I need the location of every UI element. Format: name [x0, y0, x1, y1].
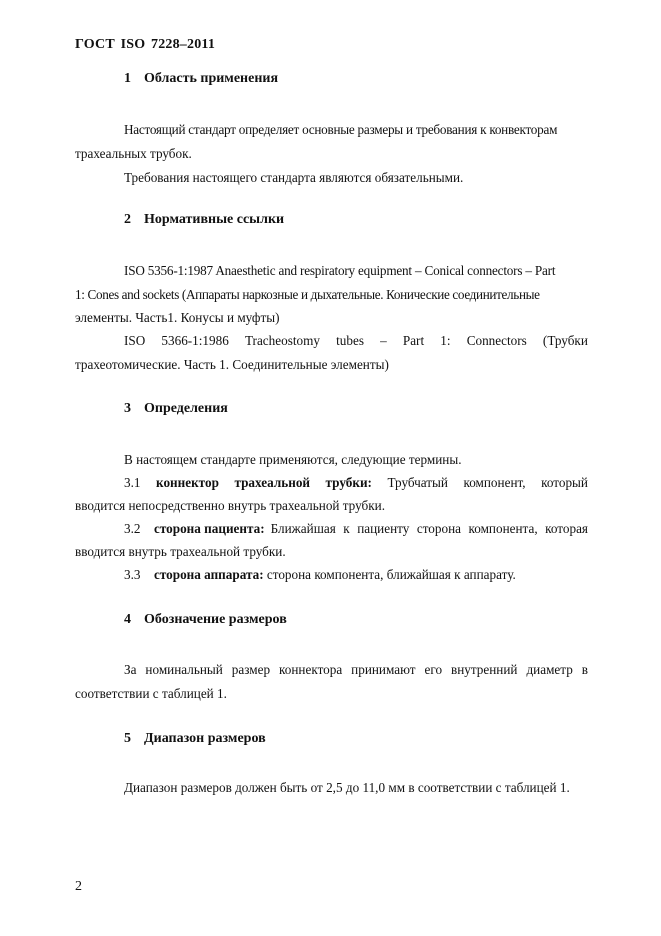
definition-number: 3.2	[124, 521, 141, 536]
definition-text: Ближайшая к пациенту сторона компонента, которая	[270, 521, 588, 536]
section-title: Диапазон размеров	[144, 731, 266, 746]
section-number: 2	[124, 212, 131, 227]
reference-word: –	[380, 333, 387, 348]
paragraph-text: Настоящий стандарт определяет основные размеры и требования к конвекторам	[124, 122, 558, 137]
definition-3-1-line-2: вводится непосредственно внутрь трахеальной трубки.	[75, 498, 385, 513]
term: сторона пациента:	[154, 521, 265, 536]
section-4-heading	[124, 612, 287, 628]
section-1-paragraph-1-line-1	[124, 122, 588, 138]
reference-word: Part	[402, 333, 425, 348]
reference-1-line-1: ISO 5356-1:1987 Anaesthetic and respiratory equipment – Conical connectors – Part	[124, 263, 556, 278]
section-number: 4	[124, 612, 131, 627]
section-5-text: Диапазон размеров должен быть от 2,5 до 11,0 мм в соответствии с таблицей 1.	[124, 780, 570, 795]
page-number: 2	[75, 879, 82, 894]
term-word: коннектор	[156, 475, 219, 490]
term: сторона аппарата:	[154, 567, 264, 582]
definition-text: сторона компонента, ближайшая к аппарату.	[266, 567, 516, 582]
section-5-heading	[124, 731, 266, 747]
section-1-paragraph-2: Требования настоящего стандарта являются обязательными.	[124, 170, 464, 185]
definition-word: Трубчатый	[387, 475, 448, 490]
reference-word: Connectors	[466, 333, 527, 348]
section-1-heading	[124, 71, 278, 87]
term-word: трахеальной	[234, 475, 311, 490]
section-2-heading	[124, 212, 284, 228]
definition-3-2-line-1	[124, 521, 588, 537]
reference-2-line-1	[124, 333, 588, 349]
reference-1-line-2: 1: Cones and sockets (Аппараты наркозные и дыхательные. Конические соединительные	[75, 287, 540, 302]
section-1-paragraph-1-line-2: трахеальных трубок.	[75, 146, 192, 161]
definition-number: 3.3	[124, 567, 141, 582]
section-4-line-2: соответствии с таблицей 1.	[75, 686, 227, 701]
definition-word: компонент,	[463, 475, 526, 490]
definition-3-3	[124, 567, 637, 583]
reference-2-line-2: трахеотомические. Часть 1. Соединительные элементы)	[75, 357, 389, 372]
reference-word: (Трубки	[542, 333, 588, 348]
reference-1-line-3: элементы. Часть1. Конусы и муфты)	[75, 310, 280, 325]
section-number: 3	[124, 401, 131, 416]
section-title: Нормативные ссылки	[144, 212, 285, 227]
definition-3-1-line-1	[124, 475, 588, 491]
section-title: Определения	[144, 401, 228, 416]
reference-word: Tracheostomy	[244, 333, 320, 348]
section-title: Обозначение размеров	[144, 612, 287, 627]
section-number: 1	[124, 71, 131, 86]
document-header: ГОСТ ISO 7228–2011	[75, 37, 216, 52]
term-word: трубки:	[325, 475, 372, 490]
section-number: 5	[124, 731, 131, 746]
definition-3-2-line-2: вводится внутрь трахеальной трубки.	[75, 544, 286, 559]
section-title: Область применения	[144, 71, 279, 86]
reference-word: tubes	[336, 333, 364, 348]
section-3-heading	[124, 401, 228, 417]
reference-word: ISO	[124, 333, 146, 348]
reference-word: 5366-1:1986	[161, 333, 229, 348]
reference-word: 1:	[440, 333, 451, 348]
definitions-intro: В настоящем стандарте применяются, следующие термины.	[124, 452, 462, 467]
definition-word: который	[541, 475, 588, 490]
section-4-line-1: За номинальный размер коннектора принимают его внутренний диаметр в	[124, 662, 588, 677]
definition-number: 3.1	[124, 475, 141, 490]
